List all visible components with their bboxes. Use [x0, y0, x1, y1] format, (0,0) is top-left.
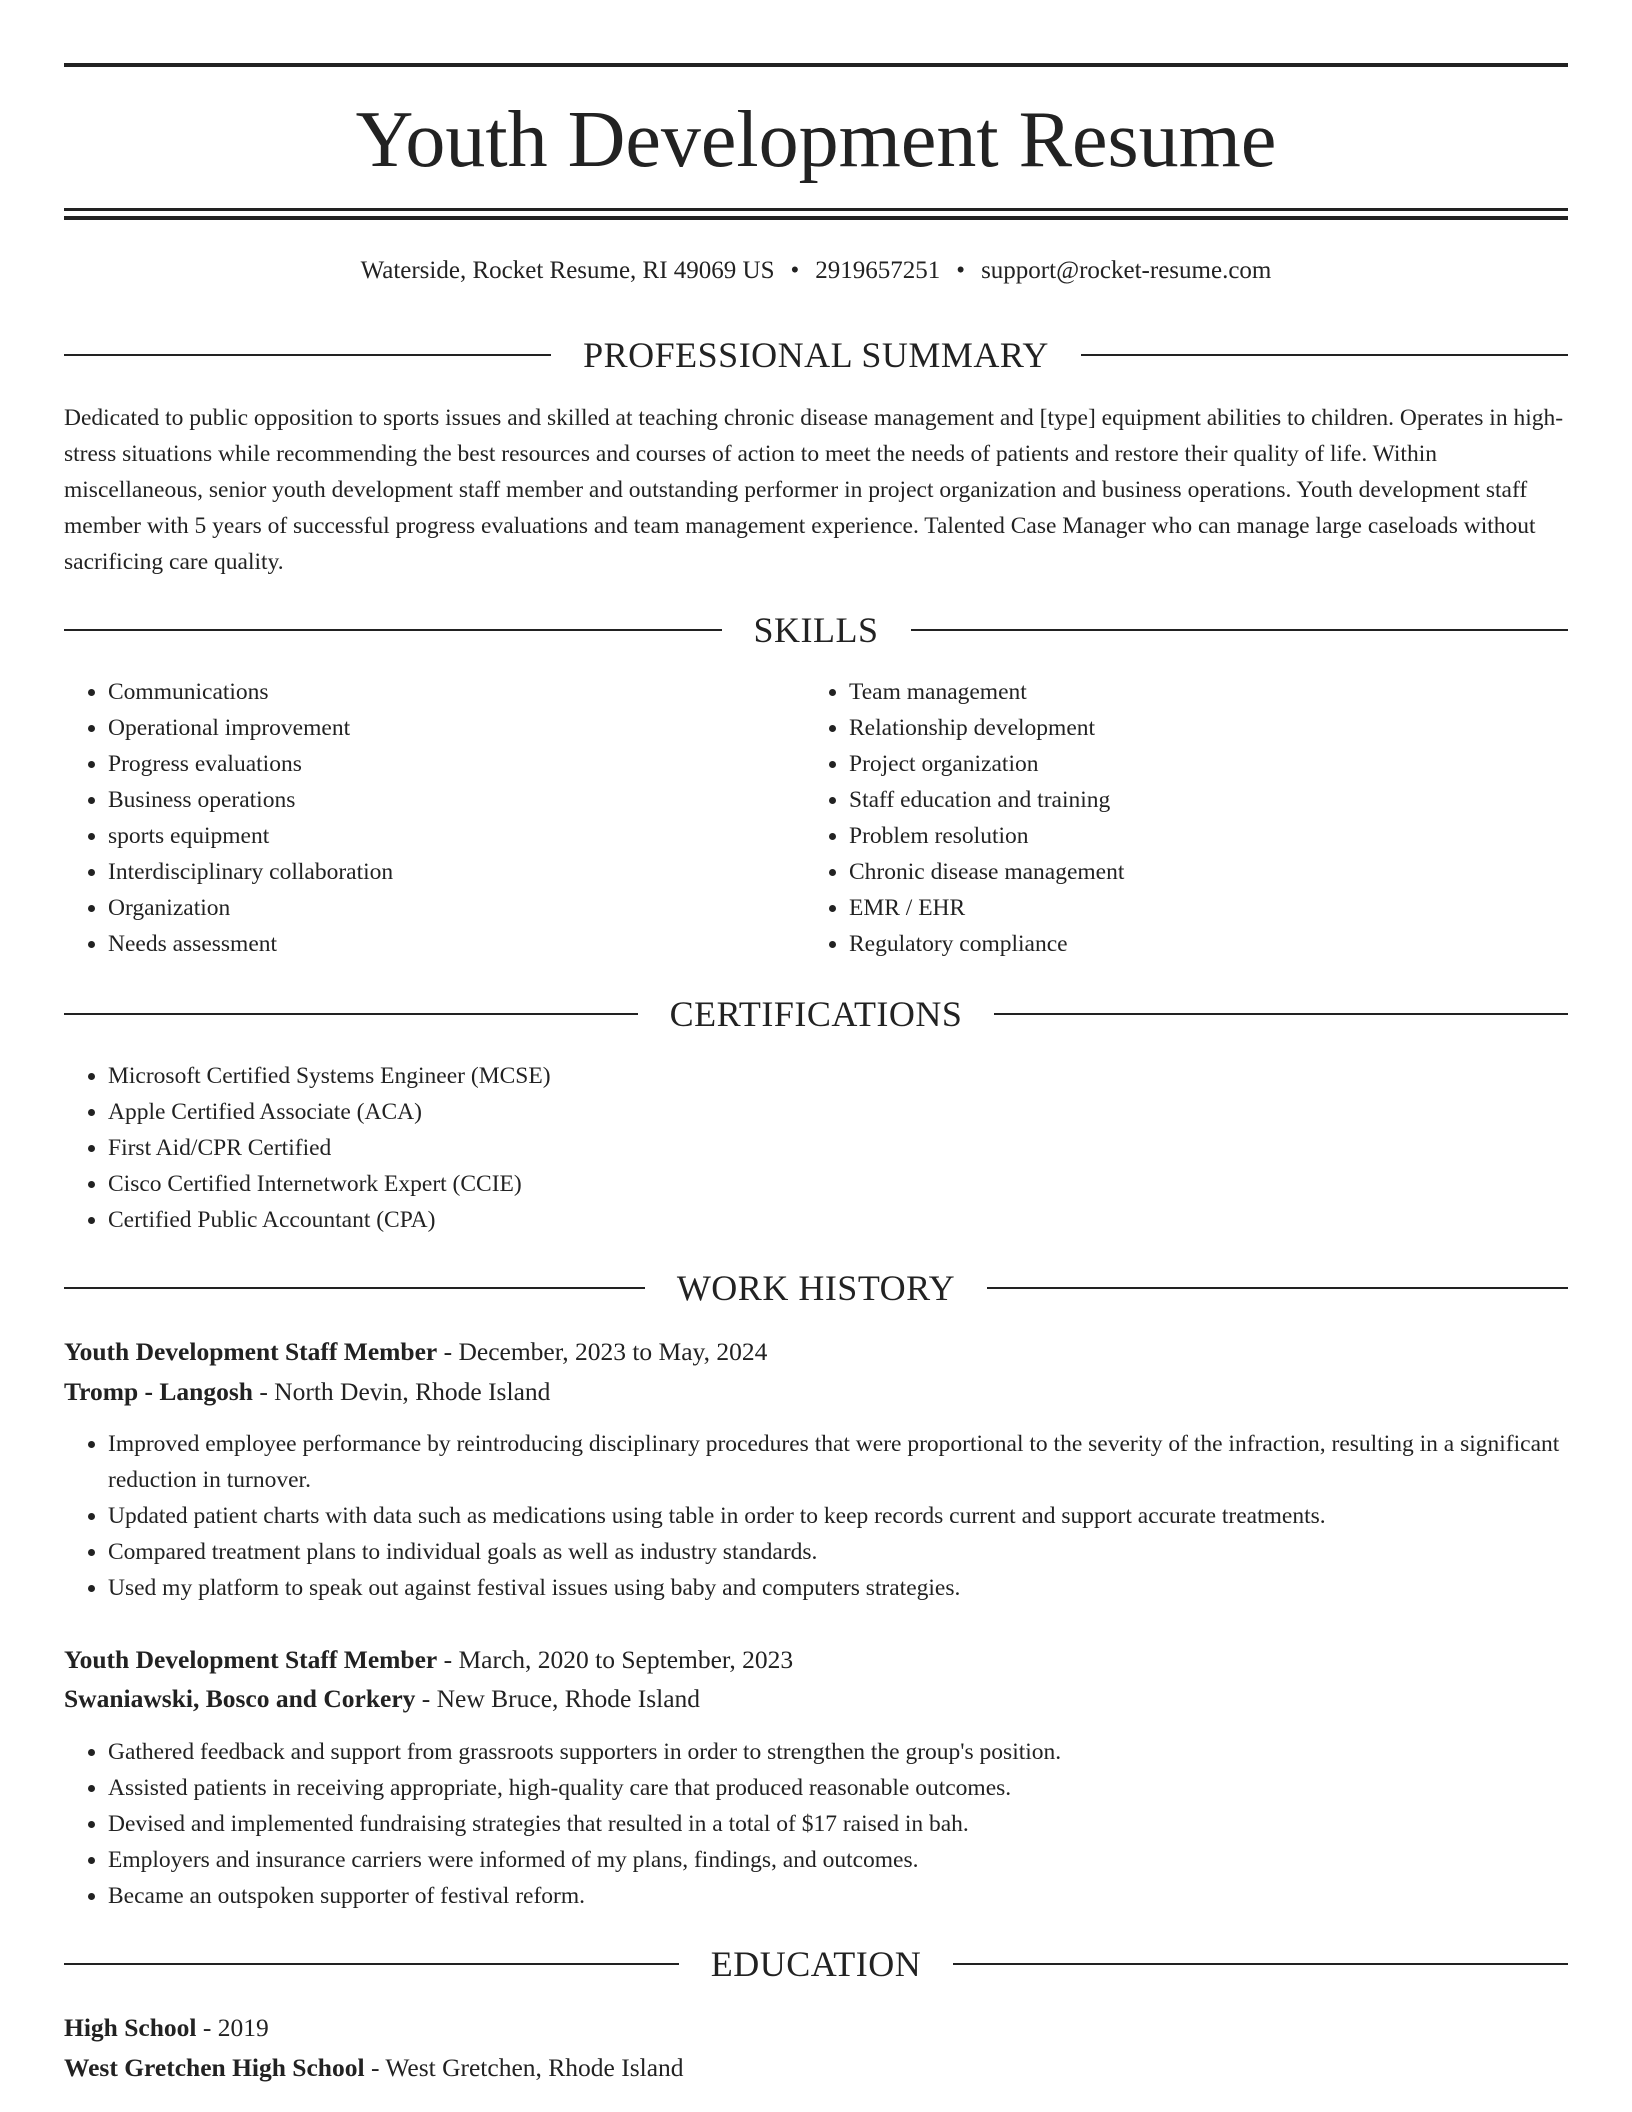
skill-item: • sports equipment — [108, 818, 808, 854]
job-company-line — [64, 1374, 1568, 1410]
skill-item: • Business operations — [108, 782, 808, 818]
section-label: WORK HISTORY — [676, 1268, 956, 1308]
contact-address: Waterside, Rocket Resume, RI 49069 US — [360, 257, 775, 284]
skill-item: • Organization — [108, 890, 808, 926]
section-heading-skills — [64, 608, 1568, 652]
section-heading-work — [64, 1266, 1568, 1310]
skill-item: • Project organization — [849, 746, 1549, 782]
job-bullets — [64, 1426, 1568, 1606]
job-title: Youth Development Staff Member — [64, 1337, 438, 1366]
section-heading-certifications — [64, 992, 1568, 1036]
heading-rule — [64, 629, 722, 631]
certification-item: • Apple Certified Associate (ACA) — [108, 1094, 1568, 1130]
education-degree-line — [64, 2010, 1568, 2046]
skills-list-right — [805, 674, 1549, 962]
skill-item: • EMR / EHR — [849, 890, 1549, 926]
heading-rule — [987, 1287, 1568, 1289]
resume-title: Youth Development Resume — [355, 96, 1277, 184]
skill-item: • Regulatory compliance — [849, 926, 1549, 962]
job-bullet: • Assisted patients in receiving appropriate, high-quality care that produced reasonable outcomes. — [108, 1770, 1568, 1806]
contact-line — [64, 254, 1568, 288]
title-rule-upper — [64, 208, 1568, 211]
education-degree: High School — [64, 2013, 197, 2042]
contact-email: support@rocket-resume.com — [981, 257, 1272, 284]
heading-rule — [64, 1013, 638, 1015]
skill-item: • Interdisciplinary collaboration — [108, 854, 808, 890]
section-label: PROFESSIONAL SUMMARY — [583, 335, 1049, 375]
certifications-list — [64, 1058, 1568, 1238]
skill-item: • Relationship development — [849, 710, 1549, 746]
job-bullet: • Improved employee performance by reintroducing disciplinary procedures that were proportional to the severity of the infraction, resulting in a significant reduction in turnover. — [108, 1426, 1568, 1498]
skills-list-left — [64, 674, 808, 962]
job-bullet: • Gathered feedback and support from grassroots supporters in order to strengthen the group's position. — [108, 1734, 1568, 1770]
job-bullet: • Compared treatment plans to individual goals as well as industry standards. — [108, 1534, 1568, 1570]
job-company-line — [64, 1681, 1568, 1717]
education-school-line — [64, 2050, 1568, 2086]
skill-item: • Operational improvement — [108, 710, 808, 746]
skill-item: • Needs assessment — [108, 926, 808, 962]
certification-item: • Certified Public Accountant (CPA) — [108, 1202, 1568, 1238]
top-rule — [64, 63, 1568, 67]
section-heading-summary — [64, 333, 1568, 377]
summary-text: Dedicated to public opposition to sports issues and skilled at teaching chronic disease management and [type] equipment abilities to children. Operates in high-stress situations while recommending the best resources and courses of action to meet the needs of patients and restore their quality of life. Within miscellaneous, senior youth development staff member and outstanding performer in project organization and business operations. Youth development staff member with 5 years of successful progress evaluations and team management experience. Talented Case Manager who can manage large caseloads without sacrificing care quality. — [64, 405, 1564, 575]
skill-item: • Chronic disease management — [849, 854, 1549, 890]
job-bullet: • Devised and implemented fundraising strategies that resulted in a total of $17 raised in bah. — [108, 1806, 1568, 1842]
contact-phone: 2919657251 — [815, 257, 941, 284]
job-bullet: • Used my platform to speak out against festival issues using baby and computers strategies. — [108, 1570, 1568, 1606]
heading-rule — [64, 1963, 679, 1965]
job-title-line — [64, 1642, 1568, 1678]
job-company: Tromp - Langosh — [64, 1377, 253, 1406]
education-year: - 2019 — [196, 2013, 269, 2042]
skill-item: • Progress evaluations — [108, 746, 808, 782]
heading-rule — [64, 1287, 645, 1289]
job-title: Youth Development Staff Member — [64, 1645, 438, 1674]
section-heading-education — [64, 1942, 1568, 1986]
skill-item: • Team management — [849, 674, 1549, 710]
job-bullet: • Employers and insurance carriers were informed of my plans, findings, and outcomes. — [108, 1842, 1568, 1878]
section-label: SKILLS — [753, 610, 879, 650]
skill-item: • Communications — [108, 674, 808, 710]
title-rule-lower — [64, 216, 1568, 220]
section-label: CERTIFICATIONS — [669, 994, 963, 1034]
job-location: - New Bruce, Rhode Island — [415, 1684, 701, 1713]
job-dates: - March, 2020 to September, 2023 — [437, 1645, 794, 1674]
skill-item: • Problem resolution — [849, 818, 1549, 854]
heading-rule — [994, 1013, 1568, 1015]
contact-separator: • — [790, 257, 800, 284]
job-dates: - December, 2023 to May, 2024 — [437, 1337, 768, 1366]
job-bullet: • Updated patient charts with data such as medications using table in order to keep records current and support accurate treatments. — [108, 1498, 1568, 1534]
job-location: - North Devin, Rhode Island — [252, 1377, 551, 1406]
job-company: Swaniawski, Bosco and Corkery — [64, 1684, 416, 1713]
heading-rule — [1081, 354, 1568, 356]
section-label: EDUCATION — [710, 1944, 922, 1984]
heading-rule — [911, 629, 1569, 631]
education-location: - West Gretchen, Rhode Island — [364, 2053, 684, 2082]
certification-item: • Microsoft Certified Systems Engineer (MCSE) — [108, 1058, 1568, 1094]
job-bullet: • Became an outspoken supporter of festival reform. — [108, 1878, 1568, 1914]
heading-rule — [64, 354, 551, 356]
certification-item: • Cisco Certified Internetwork Expert (CCIE) — [108, 1166, 1568, 1202]
job-title-line — [64, 1334, 1568, 1370]
education-school: West Gretchen High School — [64, 2053, 365, 2082]
contact-separator: • — [956, 257, 966, 284]
certification-item: • First Aid/CPR Certified — [108, 1130, 1568, 1166]
skill-item: • Staff education and training — [849, 782, 1549, 818]
job-bullets — [64, 1734, 1568, 1914]
heading-rule — [953, 1963, 1568, 1965]
